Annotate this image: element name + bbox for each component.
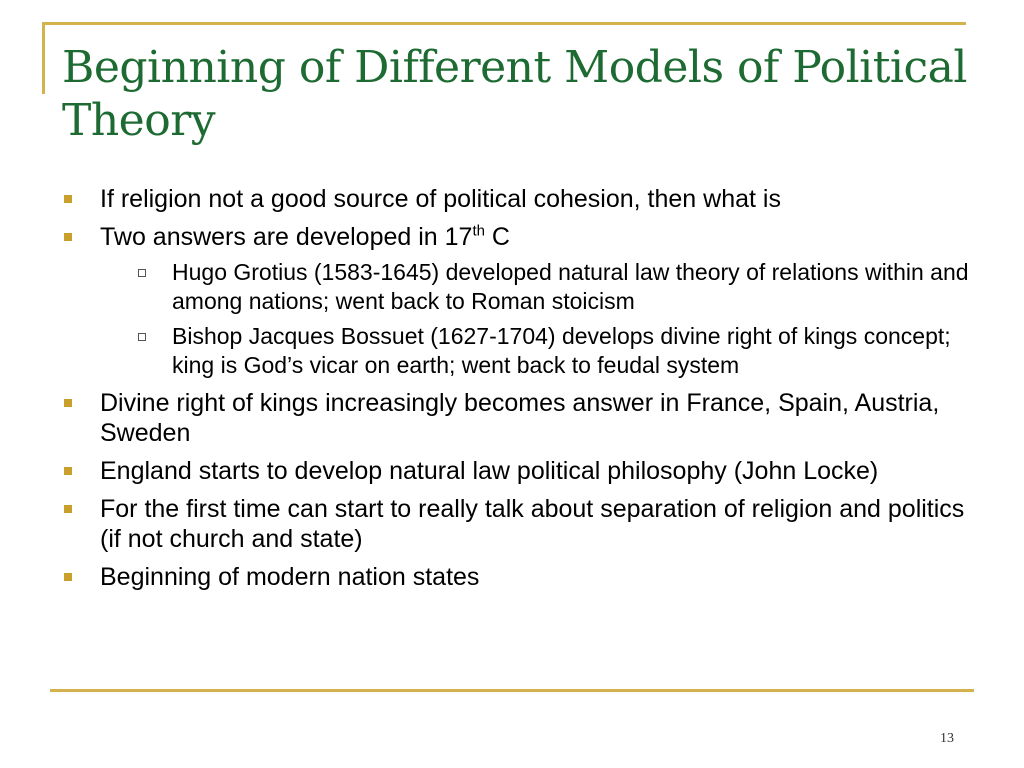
bullet-item	[62, 184, 982, 214]
square-bullet-icon	[64, 505, 72, 513]
bullet-text	[100, 223, 510, 251]
hollow-square-bullet-icon	[138, 333, 146, 341]
sub-bullet-item	[136, 322, 982, 380]
bullet-item	[62, 456, 982, 486]
square-bullet-icon	[64, 573, 72, 581]
bullet-item	[62, 222, 982, 380]
sub-bullet-text: Bishop Jacques Bossuet (1627-1704) develops divine right of kings concept; king is God’s vicar on earth; went back to feudal system	[172, 323, 951, 378]
bullet-text: For the first time can start to really talk about separation of religion and politics (if not church and state)	[100, 495, 965, 553]
sub-bullet-text: Hugo Grotius (1583-1645) developed natural law theory of relations within and among nations; went back to Roman stoicism	[172, 259, 969, 314]
frame-vertical-line	[42, 22, 45, 94]
square-bullet-icon	[64, 195, 72, 203]
sub-bullet-item	[136, 258, 982, 316]
bullet-text: Beginning of modern nation states	[100, 563, 480, 591]
bullet-text: If religion not a good source of political cohesion, then what is	[100, 185, 781, 213]
bullet-list	[62, 184, 982, 592]
square-bullet-icon	[64, 467, 72, 475]
bullet-text: Divine right of kings increasingly becomes answer in France, Spain, Austria, Sweden	[100, 389, 940, 447]
slide-title: Beginning of Different Models of Political Theory	[62, 42, 967, 146]
square-bullet-icon	[64, 399, 72, 407]
bullet-text-before: Two answers are developed in 17	[100, 223, 473, 251]
superscript: th	[472, 222, 485, 240]
hollow-square-bullet-icon	[138, 269, 146, 277]
bullet-item	[62, 494, 982, 554]
slide-body	[62, 184, 982, 600]
page-number: 13	[940, 731, 954, 746]
sub-bullet-list	[62, 258, 982, 380]
frame-bottom-line	[50, 689, 974, 692]
bullet-text: England starts to develop natural law political philosophy (John Locke)	[100, 457, 879, 485]
bullet-text-after: C	[484, 223, 510, 251]
square-bullet-icon	[64, 233, 72, 241]
bullet-item	[62, 562, 982, 592]
bullet-item	[62, 388, 982, 448]
frame-top-line	[42, 22, 966, 25]
